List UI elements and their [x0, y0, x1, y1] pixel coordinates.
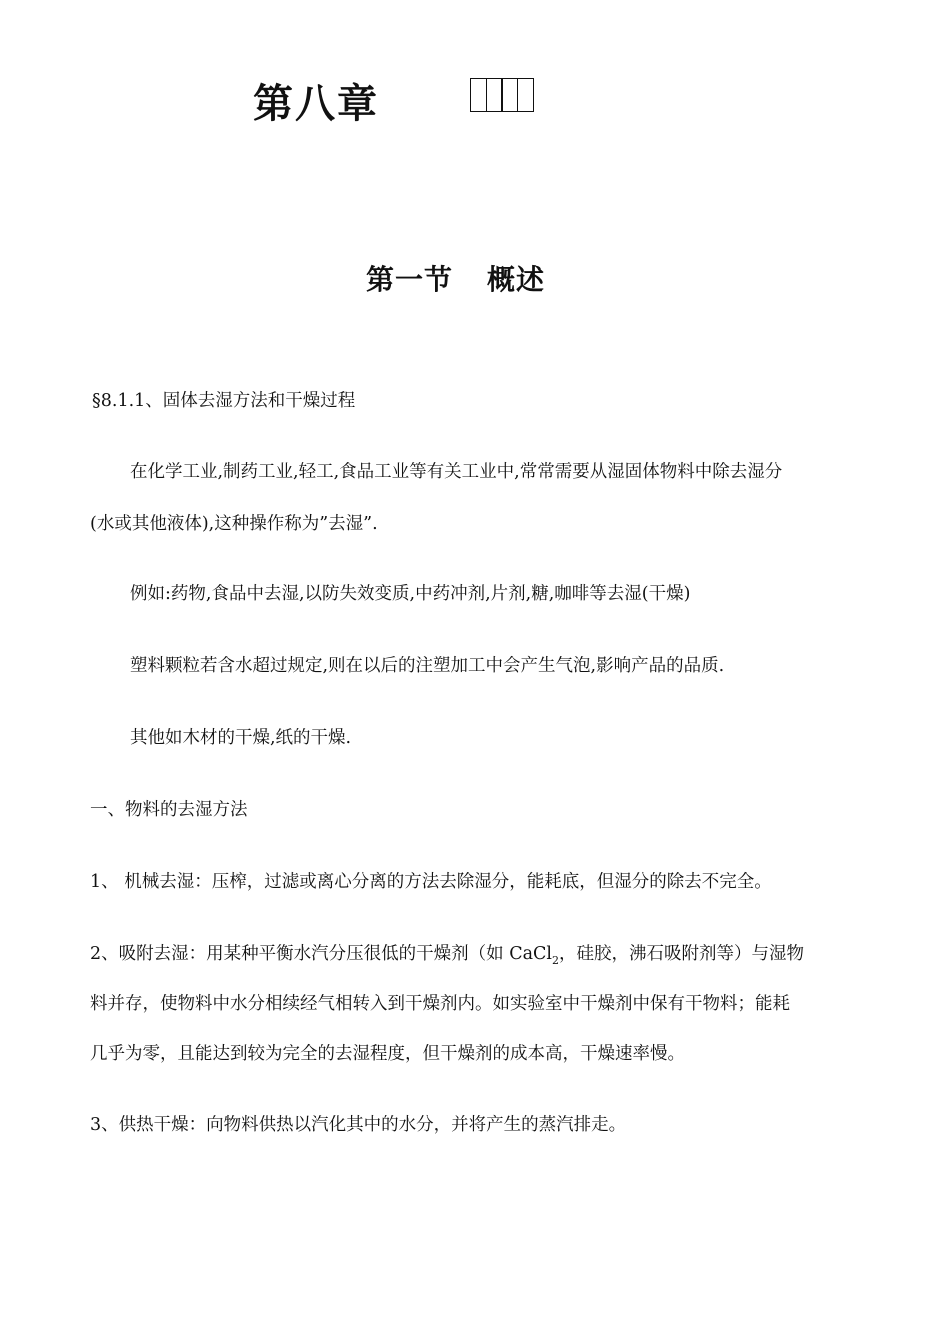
section-number: 第一节	[366, 263, 454, 296]
intro-paragraph-line1: 在化学工业,制药工业,轻工,食品工业等有关工业中,常常需要从湿固体物料中除去湿分	[130, 462, 783, 482]
method-item-2-line3: 几乎为零，且能达到较为完全的去湿程度，但干燥剂的成本高，干燥速率慢。	[90, 1044, 685, 1064]
section-heading	[366, 258, 545, 298]
method-item-2-text-b: ，硅胶，沸石吸附剂等）与湿物	[559, 944, 805, 964]
missing-glyph-box	[470, 78, 487, 112]
example-paragraph-1: 例如:药物,食品中去湿,以防失效变质,中药冲剂,片剂,糖,咖啡等去湿(干燥)	[130, 584, 691, 604]
section-title: 概述	[487, 263, 546, 296]
subscript-2: 2	[552, 954, 560, 967]
missing-glyph-boxes	[470, 78, 532, 114]
chapter-title	[253, 72, 379, 129]
missing-glyph-box	[517, 78, 534, 112]
methods-heading: 一、物料的去湿方法	[90, 800, 248, 820]
missing-glyph-box	[486, 78, 503, 112]
chapter-title-text: 第八章	[253, 81, 379, 127]
example-paragraph-3: 其他如木材的干燥,纸的干燥.	[130, 728, 352, 748]
method-item-1: 1、 机械去湿：压榨，过滤或离心分离的方法去除湿分，能耗底，但湿分的除去不完全。	[90, 872, 772, 892]
method-item-3: 3、供热干燥：向物料供热以汽化其中的水分，并将产生的蒸汽排走。	[90, 1115, 627, 1135]
method-item-2-line2: 料并存，使物料中水分相续经气相转入到干燥剂内。如实验室中干燥剂中保有干物料；能耗	[90, 994, 790, 1014]
method-item-2-line1	[90, 944, 805, 967]
missing-glyph-box	[501, 78, 518, 112]
method-item-2-text-a: 2、吸附去湿：用某种平衡水汽分压很低的干燥剂（如 CaCl	[90, 944, 553, 964]
example-paragraph-2: 塑料颗粒若含水超过规定,则在以后的注塑加工中会产生气泡,影响产品的品质.	[130, 656, 725, 676]
intro-paragraph-line2: (水或其他液体),这种操作称为”去湿”.	[90, 514, 378, 534]
subsection-heading: §8.1.1、固体去湿方法和干燥过程	[92, 391, 356, 411]
